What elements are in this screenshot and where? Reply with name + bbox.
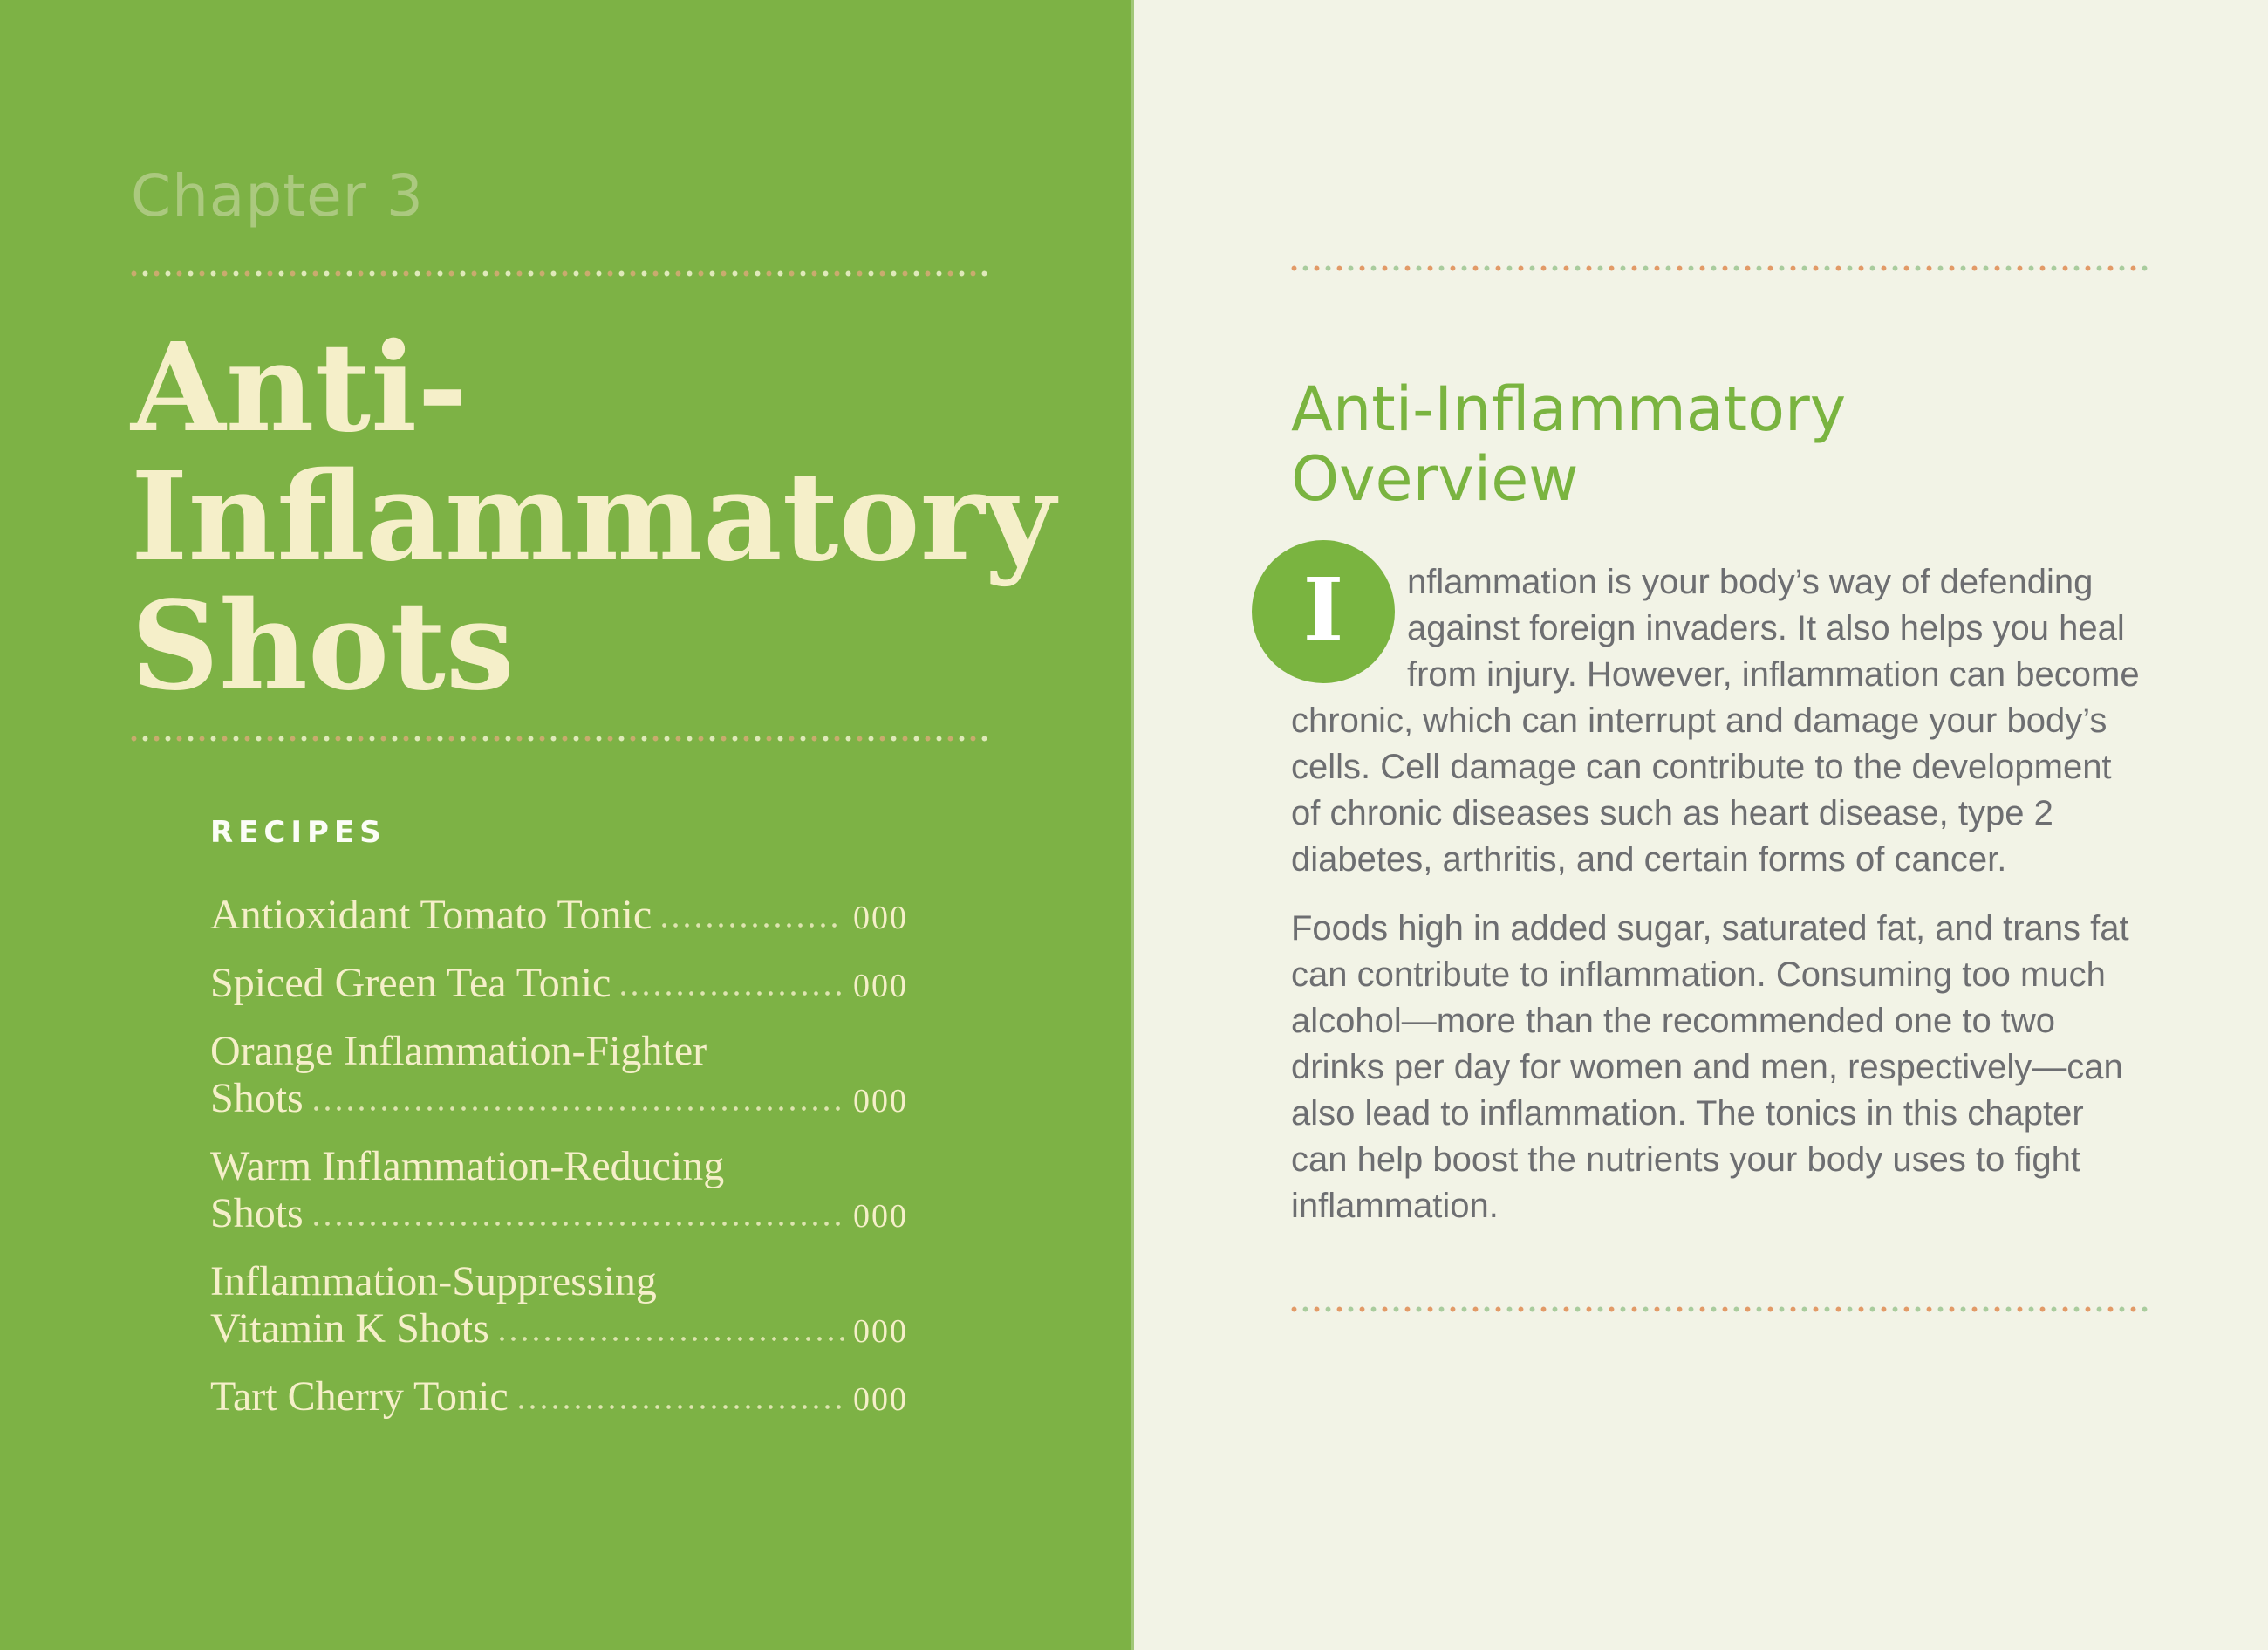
recipe-name: Antioxidant Tomato Tonic: [210, 892, 652, 938]
recipe-item: [210, 892, 908, 939]
dotted-leader: [314, 1106, 844, 1112]
recipe-page-number: 000: [853, 1313, 908, 1350]
chapter-label: Chapter 3: [131, 162, 424, 229]
dotted-leader: [500, 1337, 844, 1342]
recipe-page-number: 000: [853, 1083, 908, 1119]
dotted-divider-bottom-left: [131, 736, 990, 742]
overview-heading-line-2: Overview: [1291, 443, 1579, 515]
recipe-name: Shots: [210, 1190, 304, 1236]
dropcap-circle: [1252, 540, 1395, 683]
page-right: [1134, 0, 2268, 1650]
recipe-row: [210, 1075, 908, 1122]
dotted-divider-top-left: [131, 270, 990, 277]
recipe-name: Shots: [210, 1075, 304, 1121]
overview-heading: [1291, 374, 2148, 514]
recipe-row: [210, 892, 908, 939]
dotted-divider-bottom-right: [1291, 1306, 2148, 1312]
recipe-item: [210, 1373, 908, 1421]
title-line-1: Anti-: [131, 317, 468, 460]
overview-paragraph-1-text: nflammation is your body’s way of defending against foreign invaders. It also helps you heal from injury. However, inflammation can become chronic, which can interrupt and damage your body’s cells. Cell damage can contribute to the development of chronic diseases such as heart disease, type 2 diabetes, arthritis, and certain forms of cancer.: [1291, 563, 2140, 879]
book-title: [131, 317, 1134, 718]
title-line-3: Shots: [131, 575, 515, 718]
recipe-name-line: Inflammation-Suppressing: [210, 1258, 657, 1304]
dropcap-letter: I: [1302, 558, 1344, 661]
recipe-item: [210, 1143, 908, 1237]
recipe-name-line: Warm Inflammation-Reducing: [210, 1143, 725, 1189]
overview-paragraph-2: Foods high in added sugar, saturated fat, and trans fat can contribute to inflammation. Consuming too much alcohol—more than the recommended one to two drinks per day for women and men, respectively—can also lead to inflammation. The tonics in this chapter can help boost the nutrients your body uses to fight inflammation.: [1291, 909, 2129, 1225]
recipe-item: [210, 1258, 908, 1352]
overview-heading-line-1: Anti-Inflammatory: [1291, 373, 1847, 445]
dotted-leader: [621, 991, 844, 996]
recipe-name: Tart Cherry Tonic: [210, 1373, 509, 1420]
dotted-leader: [662, 923, 844, 928]
recipe-name: Spiced Green Tea Tonic: [210, 960, 611, 1006]
recipes-heading: RECIPES: [210, 815, 386, 850]
recipe-page-number: 000: [853, 900, 908, 936]
title-line-2: Inflammatory: [131, 446, 1055, 589]
recipe-item: [210, 960, 908, 1007]
recipe-page-number: 000: [853, 968, 908, 1004]
recipe-name: Vitamin K Shots: [210, 1305, 489, 1352]
recipe-item: [210, 1028, 908, 1122]
recipe-row: [210, 1190, 908, 1237]
recipes-list: [210, 892, 908, 1421]
recipe-row: [210, 1305, 908, 1352]
recipe-name-line: Orange Inflammation-Fighter: [210, 1028, 707, 1074]
dotted-leader: [519, 1405, 844, 1410]
recipe-page-number: 000: [853, 1381, 908, 1418]
recipe-row: [210, 1373, 908, 1421]
recipe-page-number: 000: [853, 1198, 908, 1235]
dotted-leader: [314, 1222, 844, 1227]
dotted-divider-top-right: [1291, 265, 2148, 271]
overview-paragraph-1: [1291, 559, 2148, 883]
recipe-row: [210, 960, 908, 1007]
